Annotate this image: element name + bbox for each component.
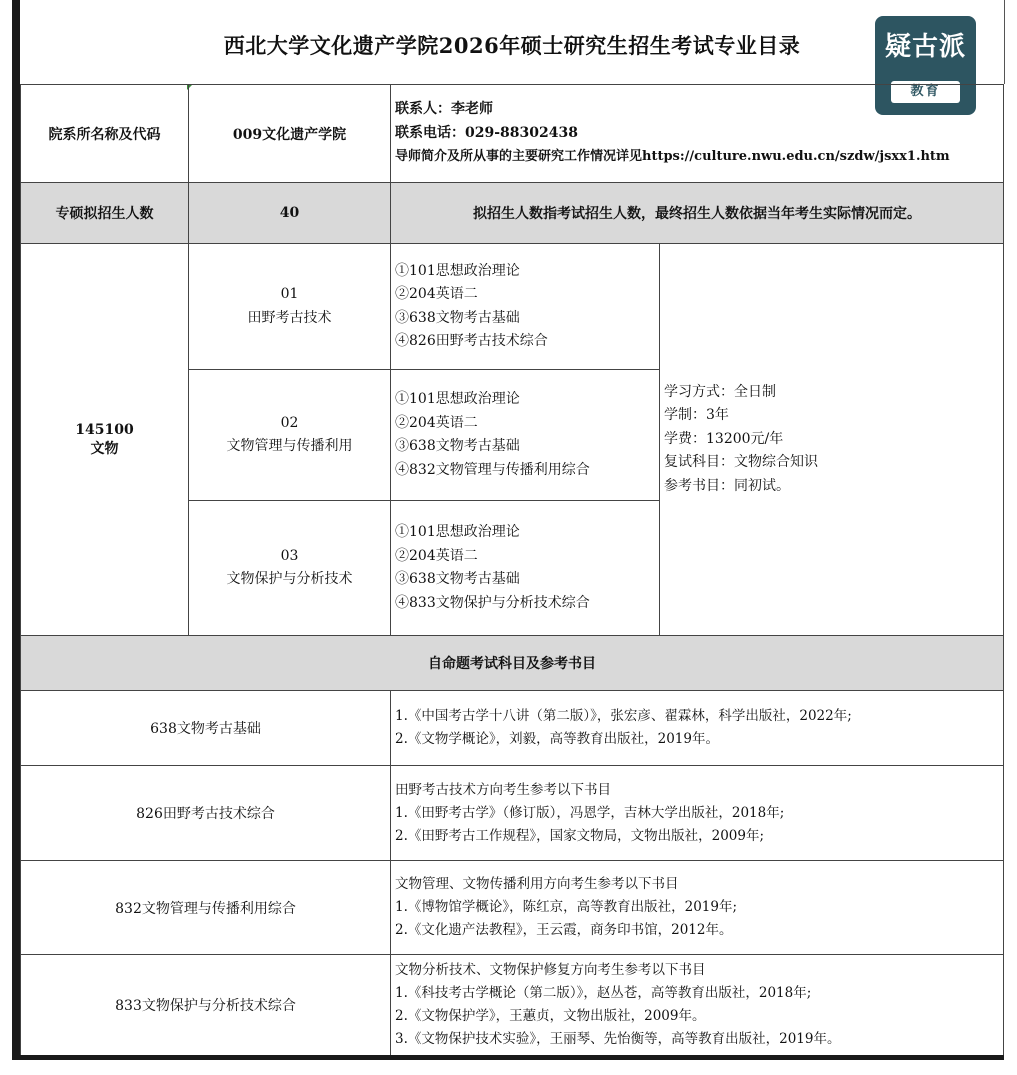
book-subject: 826田野考古技术综合 [21,766,391,861]
direction-cell [189,244,391,370]
dept-row [21,85,1004,183]
book-line: 2.《田野考古工作规程》，国家文物局，文物出版社，2009年; [395,827,765,844]
book-line: 田野考古技术方向考生参考以下书目 [395,781,611,798]
direction-name: 文物保护与分析技术 [226,571,353,587]
reference-note: 参考书目：同初试。 [664,477,790,494]
book-row [21,691,1004,766]
book-row [21,955,1004,1056]
book-list [391,955,1004,1056]
book-line: 2.《文物学概论》，刘毅，高等教育出版社，2019年。 [395,731,719,747]
dept-label: 院系所名称及代码 [21,85,189,183]
book-list [391,766,1004,861]
quota-value: 40 [189,183,391,244]
scan-edge-left [12,0,20,1060]
logo-sub-text: 教育 [891,81,960,103]
contact-phone: 联系电话：029-88302438 [395,124,578,141]
book-line: 1.《田野考古学》（修订版），冯恩学，吉林大学出版社，2018年; [395,804,785,821]
direction-row [21,244,1004,370]
direction-cell [189,501,391,636]
logo-main-text: 疑古派 [884,32,966,62]
study-info-cell [660,244,1004,636]
major-code: 145100 [75,421,134,438]
contact-person: 联系人：李老师 [395,101,493,118]
direction-name: 田野考古技术 [247,309,332,326]
retest-subject: 复试科目：文物综合知识 [664,454,818,471]
book-line: 1.《科技考古学概论（第二版）》，赵丛苍，高等教育出版社，2018年; [395,985,812,1001]
dept-contact-cell [391,85,1004,183]
book-line: 2.《文化遗产法教程》，王云霞，商务印书馆，2012年。 [395,922,733,938]
catalog-table [20,84,1004,1056]
subject-item: ①101思想政治理论 [395,262,520,279]
quota-label: 专硕拟招生人数 [21,183,189,244]
study-duration: 学制：3年 [664,407,729,424]
subject-item: ④833文物保护与分析技术综合 [395,594,590,611]
section-header: 自命题考试科目及参考书目 [21,636,1004,691]
book-subject: 832文物管理与传播利用综合 [21,861,391,955]
direction-code: 02 [280,414,299,431]
subject-item: ③638文物考古基础 [395,438,520,454]
book-line: 1.《中国考古学十八讲（第二版）》，张宏彦、翟霖林，科学出版社，2022年; [395,708,852,724]
major-name: 文物 [90,440,119,457]
subject-item: ①101思想政治理论 [395,524,520,540]
book-subject: 833文物保护与分析技术综合 [21,955,391,1056]
book-row [21,861,1004,955]
book-subject: 638文物考古基础 [21,691,391,766]
book-line: 3.《文物保护技术实验》，王丽琴、先怡衡等，高等教育出版社，2019年。 [395,1031,841,1047]
direction-name: 文物管理与传播利用 [226,438,353,454]
subject-item: ③638文物考古基础 [395,309,520,326]
exam-subjects [391,244,660,370]
exam-subjects [391,370,660,501]
book-list [391,861,1004,955]
direction-code: 01 [280,286,299,302]
advisor-intro-link: 导师简介及所从事的主要研究工作情况详见https://culture.nwu.edu.cn/szdw/jsxx1.htm [395,149,950,165]
page-title: 西北大学文化遗产学院2026年硕士研究生招生考试专业目录 [223,33,801,58]
subject-item: ③638文物考古基础 [395,571,520,587]
quota-row [21,183,1004,244]
tuition: 学费：13200元/年 [664,430,784,447]
book-line: 文物管理、文物传播利用方向考生参考以下书目 [395,876,679,892]
subject-item: ④826田野考古技术综合 [395,333,548,349]
scan-edge-bottom [12,1055,1004,1060]
direction-cell [189,370,391,501]
title-bar [20,0,1005,84]
book-list [391,691,1004,766]
subject-item: ④832文物管理与传播利用综合 [395,461,590,478]
subject-item: ②204英语二 [395,286,478,302]
major-cell [21,244,189,636]
study-mode: 学习方式：全日制 [664,383,776,400]
subject-item: ①101思想政治理论 [395,391,520,407]
dept-value: 009文化遗产学院 [189,85,391,183]
quota-note: 拟招生人数指考试招生人数，最终招生人数依据当年考生实际情况而定。 [391,183,1004,244]
section-header-row [21,636,1004,691]
subject-item: ②204英语二 [395,414,478,431]
book-row [21,766,1004,861]
book-line: 2.《文物保护学》，王蕙贞，文物出版社，2009年。 [395,1008,706,1024]
direction-code: 03 [280,547,299,564]
subject-item: ②204英语二 [395,547,478,564]
exam-subjects [391,501,660,636]
book-line: 文物分析技术、文物保护修复方向考生参考以下书目 [395,962,706,978]
book-line: 1.《博物馆学概论》，陈红京，高等教育出版社，2019年; [395,899,738,915]
